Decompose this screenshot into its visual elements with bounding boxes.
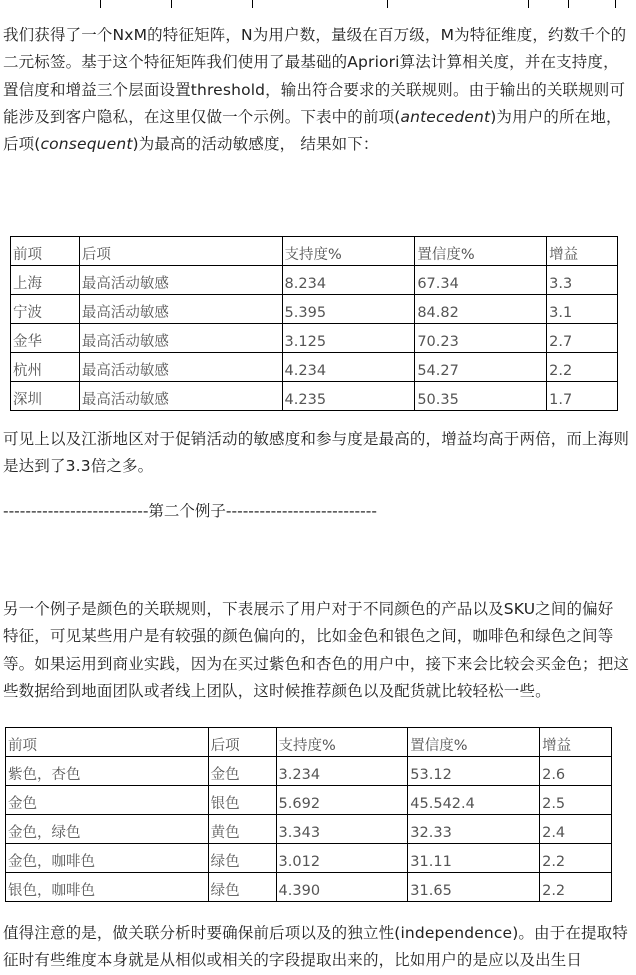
independence-paragraph: 值得注意的是，做关联分析时要确保前后项以及的独立性(independence)。由于在提取特征时有些维度本身就是从相似或相关的字段提取出来的，比如用户的是应以及出生日 [3,924,628,970]
cell: 2.2 [547,353,618,382]
cell: 最高活动敏感 [79,266,282,295]
cell: 31.65 [408,873,540,902]
table-row [6,757,612,786]
cell: 3.1 [547,295,618,324]
top-table-border-fragment [0,0,636,12]
cell: 67.34 [415,266,547,295]
cell: 84.82 [415,295,547,324]
header-consequent: 后项 [79,237,282,266]
cell: 金华 [11,324,80,353]
cell: 2.7 [547,324,618,353]
cell: 2.5 [540,786,612,815]
table-row [11,353,618,382]
cell: 上海 [11,266,80,295]
cell: 黄色 [208,815,276,844]
header-confidence: 置信度% [415,237,547,266]
cell: 银色 [208,786,276,815]
header-confidence: 置信度% [408,728,540,757]
cell: 深圳 [11,382,80,411]
cell: 5.692 [276,786,408,815]
cell: 最高活动敏感 [79,353,282,382]
cell: 2.4 [540,815,612,844]
header-support: 支持度% [276,728,408,757]
header-lift: 增益 [540,728,612,757]
table-header-row [6,728,612,757]
cell: 金色 [6,786,209,815]
city-rules-table [10,236,618,411]
cell: 3.125 [282,324,415,353]
cell: 8.234 [282,266,415,295]
cell: 32.33 [408,815,540,844]
cell: 53.12 [408,757,540,786]
cell: 绿色 [208,873,276,902]
cell: 31.11 [408,844,540,873]
header-antecedent: 前项 [6,728,209,757]
table-header-row [11,237,618,266]
table-row [6,873,612,902]
cell: 宁波 [11,295,80,324]
cell: 54.27 [415,353,547,382]
intro-paragraph: 我们获得了一个NxM的特征矩阵，N为用户数，量级在百万级，M为特征维度，约数千个的二元标签。基于这个特征矩阵我们使用了最基础的Apriori算法计算相关度，并在支持度，置信度和增益三个层面设置threshold，输出符合要求的关联规则。由于输出的关联规则可能涉及到客户隐私，在这里仅做一个示例。下表中的前项(antecedent)为用户的所在地，后项(consequent)为最高的活动敏感度， 结果如下： [3,26,627,154]
city-result-paragraph: 可见上以及江浙地区对于促销活动的敏感度和参与度是最高的，增益均高于两倍，而上海则是达到了3.3倍之多。 [3,430,630,476]
cell: 金色 [208,757,276,786]
cell: 4.390 [276,873,408,902]
color-intro-paragraph: 另一个例子是颜色的关联规则，下表展示了用户对于不同颜色的产品以及SKU之间的偏好特征，可见某些用户是有较强的颜色偏向的，比如金色和银色之间，咖啡色和绿色之间等等。如果运用到商业实践，因为在买过紫色和杏色的用户中，接下来会比较会买金色；把这些数据给到地面团队或者线上团队，这时候推荐颜色以及配货就比较轻松一些。 [3,600,630,700]
cell: 最高活动敏感 [79,295,282,324]
table-row [6,786,612,815]
cell: 3.012 [276,844,408,873]
cell: 杭州 [11,353,80,382]
table-row [11,382,618,411]
cell: 银色，咖啡色 [6,873,209,902]
cell: 70.23 [415,324,547,353]
cell: 金色，咖啡色 [6,844,209,873]
cell: 4.234 [282,353,415,382]
cell: 1.7 [547,382,618,411]
table-row [6,815,612,844]
antecedent-term: antecedent [400,107,491,126]
consequent-term: consequent [40,135,133,154]
cell: 紫色，杏色 [6,757,209,786]
table-row [6,844,612,873]
cell: 2.6 [540,757,612,786]
cell: 最高活动敏感 [79,382,282,411]
cell: 4.235 [282,382,415,411]
header-consequent: 后项 [208,728,276,757]
cell: 绿色 [208,844,276,873]
section-divider: --------------------------第二个例子--------------------------- [3,502,377,520]
header-antecedent: 前项 [11,237,80,266]
cell: 2.2 [540,844,612,873]
cell: 50.35 [415,382,547,411]
cell: 3.234 [276,757,408,786]
cell: 3.3 [547,266,618,295]
table-row [11,266,618,295]
cell: 金色，绿色 [6,815,209,844]
table-row [11,324,618,353]
cell: 5.395 [282,295,415,324]
color-rules-table [5,727,612,902]
cell: 2.2 [540,873,612,902]
header-lift: 增益 [547,237,618,266]
cell: 45.542.4 [408,786,540,815]
cell: 3.343 [276,815,408,844]
table-row [11,295,618,324]
cell: 最高活动敏感 [79,324,282,353]
header-support: 支持度% [282,237,415,266]
